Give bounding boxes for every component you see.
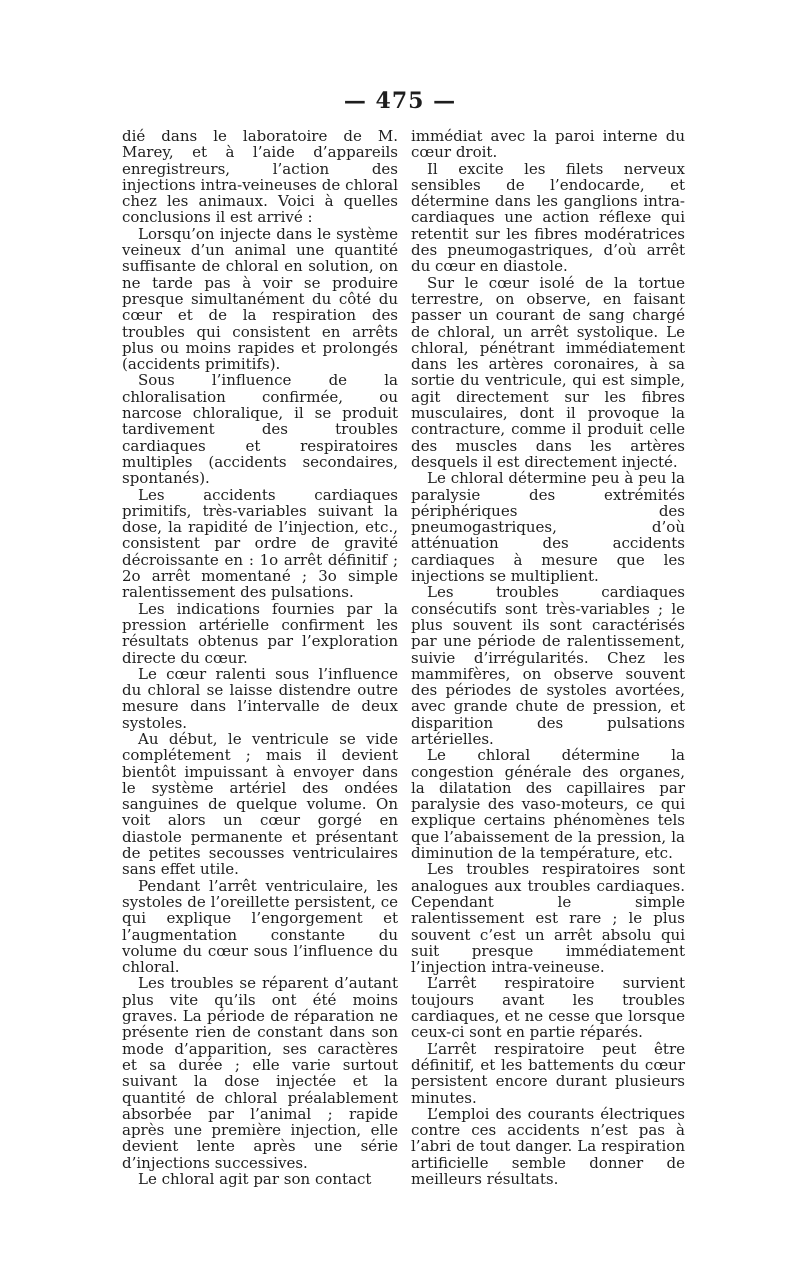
paragraph: Le chloral détermine peu à peu la paralysie des extrémités périphériques des pneumogastriques, d’où atténuation des accidents cardiaques à mesure que les injections se multiplient. (411, 469, 685, 586)
paragraph: Au début, le ventricule se vide complétement ; mais il devient bientôt impuissant à envoyer dans le système artériel des ondées sanguines de quelque volume. On voit alors un cœur gorgé en diastole permanente et présentant de petites secousses ventriculaires sans effet utile. (122, 729, 398, 879)
paragraph: Les troubles respiratoires sont analogues aux troubles cardiaques. Cependant le simple ralentissement est rare ; le plus souvent c’est un arrêt absolu qui suit presque immédiatement l’injection intra-veineuse. (411, 860, 685, 977)
paragraph: immédiat avec la paroi interne du cœur droit. (411, 127, 685, 162)
paragraph: Les troubles cardiaques consécutifs sont très-variables ; le plus souvent ils sont caractérisés par une période de ralentissement, suivie d’irrégularités. Chez les mammifères, on observe souvent des périodes de systoles avortées, avec grande chute de pression, et disparition des pulsations artérielles. (411, 583, 685, 748)
paragraph: Il excite les filets nerveux sensibles de l’endocarde, et détermine dans les ganglions intra-cardiaques une action réflexe qui retentit sur les fibres modératrices des pneumogastriques, d’où arrêt du cœur en diastole. (411, 159, 685, 276)
page-number: — 475 — (343, 88, 457, 114)
paragraph: L’arrêt respiratoire survient toujours avant les troubles cardiaques, et ne cesse que lorsque ceux-ci sont en partie réparés. (411, 974, 685, 1042)
paragraph: Le chloral détermine la congestion générale des organes, la dilatation des capillaires par paralysie des vaso-moteurs, ce qui explique certains phénomènes tels que l’abaissement de la pression, la diminution de la température, etc. (411, 746, 685, 863)
paragraph: Le chloral agit par son contact (138, 1170, 372, 1188)
paragraph: Sous l’influence de la chloralisation confirmée, ou narcose chloralique, il se produit tardivement des troubles cardiaques et respiratoires multiples (accidents secondaires, spontanés). (122, 371, 398, 488)
right-column (411, 128, 685, 1187)
paragraph: L’emploi des courants électriques contre ces accidents n’est pas à l’abri de tout danger. La respiration artificielle semble donner de meilleurs résultats. (411, 1104, 685, 1188)
paragraph: Les troubles se réparent d’autant plus vite qu’ils ont été moins graves. La période de réparation ne présente rien de constant dans son mode d’apparition, ses caractères et sa durée ; elle varie surtout suivant la dose injectée et la quantité de chloral préalablement absorbée par l’animal ; rapide après une première injection, elle devient lente après une série d’injections successives. (122, 974, 398, 1172)
paragraph: Lorsqu’on injecte dans le système veineux d’un animal une quantité suffisante de chloral en solution, on ne tarde pas à voir se produire presque simultanément du côté du cœur et de la respiration des troubles qui consistent en arrêts plus ou moins rapides et prolongés (accidents primitifs). (122, 224, 398, 374)
paragraph: Le cœur ralenti sous l’influence du chloral se laisse distendre outre mesure dans l’intervalle de deux systoles. (122, 664, 398, 732)
paragraph: Les indications fournies par la pression artérielle confirment les résultats obtenus par l’exploration directe du cœur. (122, 599, 398, 667)
paragraph: Les accidents cardiaques primitifs, très-variables suivant la dose, la rapidité de l’injection, etc., consistent par ordre de gravité décroissante en : 1o arrêt définitif ; 2o arrêt momentané ; 3o simple ralentissement des pulsations. (122, 485, 398, 602)
paragraph: Sur le cœur isolé de la tortue terrestre, on observe, en faisant passer un courant de sang chargé de chloral, un arrêt systolique. Le chloral, pénétrant immédiatement dans les artères coronaires, à sa sortie du ventricule, qui est simple, agit directement sur les fibres musculaires, dont il provoque la contracture, comme il produit celle des muscles dans les artères desquels il est directement injecté. (411, 273, 685, 471)
paragraph: dié dans le laboratoire de M. Marey, et à l’aide d’appareils enregistreurs, l’action des injections intra-veineuses de chloral chez les animaux. Voici à quelles conclusions il est arrivé : (122, 127, 398, 227)
paragraph: Pendant l’arrêt ventriculaire, les systoles de l’oreillette persistent, ce qui explique l’engorgement et l’augmentation constante du volume du cœur sous l’influence du chloral. (122, 876, 398, 977)
left-column (122, 128, 398, 1187)
paragraph: L’arrêt respiratoire peut être définitif, et les battements du cœur persistent encore durant plusieurs minutes. (411, 1039, 685, 1107)
